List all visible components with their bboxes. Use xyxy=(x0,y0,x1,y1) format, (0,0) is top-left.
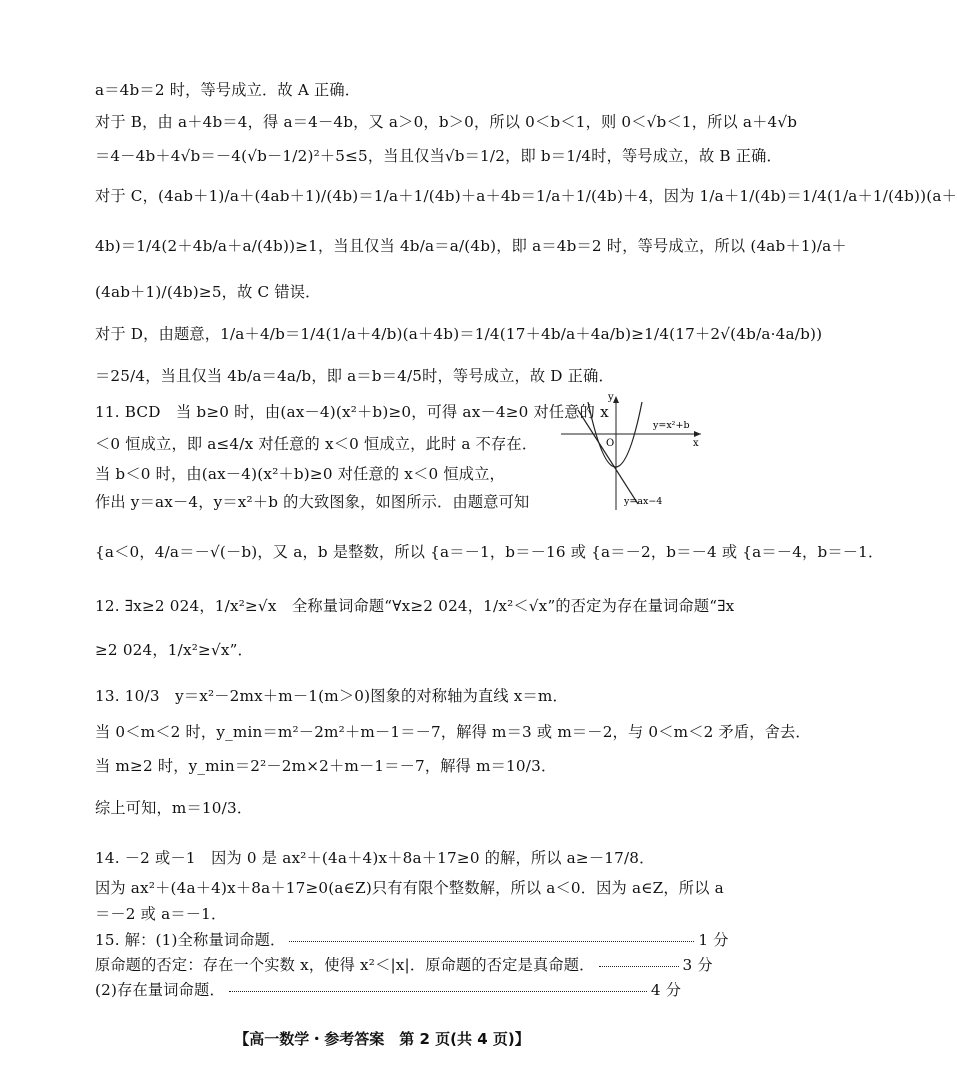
y-axis-arrow xyxy=(613,396,619,403)
text-line: 当 0＜m＜2 时，y_min＝m²－2m²＋m－1＝－7，解得 m＝3 或 m＝－2，与 0＜m＜2 矛盾，舍去． xyxy=(95,723,811,741)
text-line: 对于 B，由 a＋4b＝4，得 a＝4－4b，又 a＞0，b＞0，所以 0＜b＜1，则 0＜√b＜1，所以 a＋4√b xyxy=(95,113,798,131)
text-line: 11. BCD 当 b≥0 时，由(ax－4)(x²＋b)≥0，可得 ax－4≥0 对任意的 x xyxy=(95,403,609,421)
parabola-label: y=x²+b xyxy=(653,420,690,431)
scoring-text: 原命题的否定：存在一个实数 x，使得 x²＜|x|．原命题的否定是真命题． xyxy=(95,956,595,974)
text-line: a＝4b＝2 时，等号成立．故 A 正确． xyxy=(95,81,361,99)
text-line: 14. －2 或－1 因为 0 是 ax²＋(4a＋4)x＋8a＋17≥0 的解，所以 a≥－17/8． xyxy=(95,849,655,867)
scoring-text: 15. 解：(1)全称量词命题． xyxy=(95,931,286,949)
scoring-text: (2)存在量词命题． xyxy=(95,981,225,999)
text-line: ＝25/4，当且仅当 4b/a＝4a/b，即 a＝b＝4/5时，等号成立，故 D 正确． xyxy=(95,367,614,385)
text-line: (4ab＋1)/(4b)≥5，故 C 错误． xyxy=(95,283,321,301)
text-line: 因为 ax²＋(4a＋4)x＋8a＋17≥0(a∈Z)只有有限个整数解，所以 a＜0．因为 a∈Z，所以 a xyxy=(95,879,724,897)
y-axis-label: y xyxy=(608,392,614,403)
text-line: ＝－2 或 a＝－1． xyxy=(95,905,227,923)
text-line: ＜0 恒成立，即 a≤4/x 对任意的 x＜0 恒成立，此时 a 不存在． xyxy=(95,435,538,453)
x-axis-label: x xyxy=(693,438,699,449)
text-line: 作出 y＝ax－4，y＝x²＋b 的大致图象，如图所示．由题意可知 xyxy=(95,493,530,511)
function-graph xyxy=(556,392,706,514)
text-line: {a＜0，4/a＝－√(－b)，又 a，b 是整数，所以 {a＝－1，b＝－16 或 {a＝－2，b＝－4 或 {a＝－4，b＝－1． xyxy=(95,543,884,561)
text-line: 对于 C，(4ab＋1)/a＋(4ab＋1)/(4b)＝1/a＋1/(4b)＋a＋4b＝1/a＋1/(4b)＋4，因为 1/a＋1/(4b)＝1/4(1/a＋1/(4b))(a＋ xyxy=(95,187,957,205)
text-line: 当 m≥2 时，y_min＝2²－2m×2＋m－1＝－7，解得 m＝10/3． xyxy=(95,757,557,775)
dot-leader xyxy=(229,991,647,992)
x-axis-arrow xyxy=(694,431,701,437)
scoring-line xyxy=(95,980,681,1000)
score: 4 分 xyxy=(650,981,682,999)
dot-leader xyxy=(289,941,694,942)
line-label: y=ax−4 xyxy=(624,496,663,507)
linear-line xyxy=(578,410,638,504)
text-line: 综上可知，m＝10/3． xyxy=(95,799,253,817)
page-footer: 【高一数学・参考答案 第 2 页(共 4 页)】 xyxy=(234,1030,530,1048)
text-line: 4b)＝1/4(2＋4b/a＋a/(4b))≥1，当且仅当 4b/a＝a/(4b)，即 a＝4b＝2 时，等号成立，所以 (4ab＋1)/a＋ xyxy=(95,237,847,255)
text-line: 对于 D，由题意，1/a＋4/b＝1/4(1/a＋4/b)(a＋4b)＝1/4(17＋4b/a＋4a/b)≥1/4(17＋2√(4b/a·4a/b)) xyxy=(95,325,823,343)
score: 3 分 xyxy=(682,956,713,974)
text-line: ＝4－4b＋4√b＝－4(√b－1/2)²＋5≤5，当且仅当√b＝1/2，即 b＝1/4时，等号成立，故 B 正确． xyxy=(95,147,782,165)
text-line: 当 b＜0 时，由(ax－4)(x²＋b)≥0 对任意的 x＜0 恒成立， xyxy=(95,465,505,483)
origin-label: O xyxy=(606,438,615,449)
text-line: 12. ∃x≥2 024，1/x²≥√x 全称量词命题“∀x≥2 024，1/x²＜√x”的否定为存在量词命题“∃x xyxy=(95,597,735,615)
score: 1 分 xyxy=(698,931,729,949)
text-line: ≥2 024，1/x²≥√x”． xyxy=(95,641,253,659)
scoring-line xyxy=(95,930,729,950)
text-line: 13. 10/3 y＝x²－2mx＋m－1(m＞0)图象的对称轴为直线 x＝m． xyxy=(95,687,568,705)
scoring-line xyxy=(95,955,713,975)
dot-leader xyxy=(599,966,679,967)
